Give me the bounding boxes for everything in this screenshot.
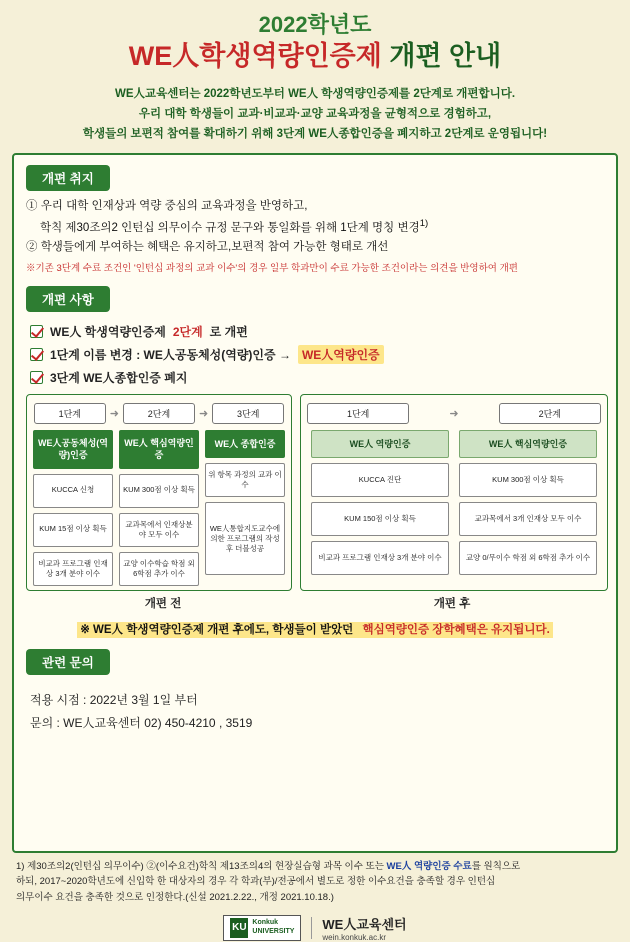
comparison-diagram <box>26 394 604 591</box>
diagram-before <box>26 394 292 591</box>
before-stage-2: 2단계 <box>123 403 195 424</box>
footnote-line-3: 의무이수 요건을 충족한 것으로 인정한다.(신설 2021.2.22., 개정 2021.10.18.) <box>16 891 334 903</box>
arrow-right-icon: ➜ <box>199 408 209 421</box>
contact-line-1: 적용 시점 : 2022년 3월 1일 부터 <box>30 693 198 708</box>
before-stage-1: 1단계 <box>34 403 106 424</box>
change-item-2-pre: 1단계 이름 변경 : WE人공동체성(역량)인증 → <box>50 348 291 363</box>
after-col1-head: WE人 역량인증 <box>311 430 449 458</box>
purpose-item1-line1: ① 우리 대학 인재상과 역량 중심의 교육과정을 반영하고, <box>26 199 308 212</box>
ku-logo-line1: Konkuk <box>252 919 279 927</box>
after-col2-cell-3: 교양 0/무이수 학점 외 6학점 추가 이수 <box>459 541 597 575</box>
header-sub-line3: 학생들의 보편적 참여를 확대하기 위해 3단계 WE人종합인증을 폐지하고 2단계로 운영됩니다! <box>82 128 548 141</box>
purpose-item1-line2 <box>26 216 604 238</box>
change-item-1-pre: WE人 학생역량인증제 <box>50 325 166 340</box>
before-stage-3: 3단계 <box>212 403 284 424</box>
contact-body <box>26 689 604 733</box>
before-col2-cell-1: KUM 300점 이상 획득 <box>119 474 199 508</box>
banner-pre: ※ WE人 학생역량인증제 개편 후에도, 학생들이 받았던 <box>77 622 359 638</box>
caption-before: 개편 전 <box>144 598 182 611</box>
footnote-line-1 <box>16 859 614 875</box>
purpose-item1-line2-text: 학칙 제30조의2 인턴십 의무이수 규정 문구와 통일화를 위해 1단계 명칭 변경 <box>40 221 420 234</box>
before-col3-cell-1: 위 항목 과정의 교과 이수 <box>205 463 285 497</box>
after-column-1 <box>311 430 449 575</box>
change-item-1-highlight: 2단계 <box>172 325 203 340</box>
before-col2-head: WE人 핵심역량인증 <box>119 430 199 468</box>
purpose-body <box>26 197 604 277</box>
change-item-2-highlight: WE人역량인증 <box>298 345 384 364</box>
change-item-3-pre: 3단계 WE人종합인증 폐지 <box>50 371 188 386</box>
header-title-main: WE人학생역량인증제 <box>128 41 382 72</box>
section-label-changes: 개편 사항 <box>26 286 110 312</box>
ku-logo-line2: UNIVERSITY <box>252 927 295 935</box>
section-label-purpose: 개편 취지 <box>26 165 110 191</box>
after-column-2 <box>459 430 597 575</box>
footnote <box>16 859 614 906</box>
footnote-line-1-highlight: WE人 역량인증 수료 <box>386 860 472 872</box>
header-year: 2022학년도 <box>258 12 372 37</box>
ku-logo-text <box>252 919 294 935</box>
before-col1-cell-3: 비교과 프로그램 인재상 3개 분야 이수 <box>33 552 113 586</box>
header-sub-line2: 우리 대학 학생들이 교과·비교과·교양 교육과정을 균형적으로 경험하고, <box>138 108 492 121</box>
change-item-2 <box>30 345 604 364</box>
before-column-3 <box>205 430 285 586</box>
after-stage-2: 2단계 <box>499 403 601 424</box>
before-column-1 <box>33 430 113 586</box>
after-col1-cell-3: 비교과 프로그램 인재상 3개 분야 이수 <box>311 541 449 575</box>
after-stage-headers <box>307 403 601 424</box>
ku-shield-icon: KU <box>230 918 248 938</box>
footer-logos <box>0 914 630 942</box>
scholarship-banner <box>26 621 604 639</box>
contact-line-2: 문의 : WE人교육센터 02) 450-4210 , 3519 <box>30 715 253 730</box>
center-logo <box>322 914 406 942</box>
checkmark-icon <box>30 348 43 361</box>
purpose-footnote-ref: 1) <box>419 218 429 230</box>
center-name: WE人교육센터 <box>322 916 407 932</box>
checkmark-icon <box>30 325 43 338</box>
change-item-3 <box>30 369 604 386</box>
before-columns <box>33 430 285 586</box>
change-item-1 <box>30 323 604 340</box>
arrow-right-icon: ➜ <box>449 408 459 421</box>
before-col2-cell-3: 교양 이수학습 학점 외 6학점 추가 이수 <box>119 552 199 586</box>
before-col1-cell-1: KUCCA 신청 <box>33 474 113 508</box>
footnote-line-2: 하되, 2017~2020학년도에 신입학 한 대상자의 경우 각 학과(부)/전공에서 별도로 정한 이수요건을 충족할 경우 인턴십 <box>16 876 496 888</box>
after-col2-head: WE人 핵심역량인증 <box>459 430 597 458</box>
before-col1-head: WE人공동체성(역량)인증 <box>33 430 113 468</box>
footnote-line-1a: 1) 제30조의2(인턴십 의무이수) ②(이수요건)학칙 제13조의4의 현장실습형 과목 이수 또는 <box>16 860 387 872</box>
divider <box>311 917 312 939</box>
header-subtitle <box>0 84 630 144</box>
checkmark-icon <box>30 371 43 384</box>
header-sub-line1: WE人교육센터는 2022학년도부터 WE人 학생역량인증제를 2단계로 개편합니다. <box>114 88 516 101</box>
before-col3-cell-2: WE人통합지도교수에 의한 프로그램의 작성 후 더블성공 <box>205 502 285 575</box>
center-url: wein.konkuk.ac.kr <box>322 932 386 942</box>
ku-university-logo <box>223 915 301 941</box>
section-label-contact: 관련 문의 <box>26 649 110 675</box>
before-stage-headers <box>33 403 285 424</box>
before-column-2 <box>119 430 199 586</box>
header-title <box>0 40 630 74</box>
purpose-note: ※기존 3단계 수료 조건인 '인턴십 과정의 교과 이수'의 경우 일부 학과만이 수료 가능한 조건이라는 의견을 반영하여 개편 <box>26 262 518 274</box>
purpose-item2: ② 학생들에게 부여하는 혜택은 유지하고,보편적 참여 가능한 형태로 개선 <box>26 241 389 254</box>
main-content-box <box>12 153 618 853</box>
before-col1-cell-2: KUM 15점 이상 획득 <box>33 513 113 547</box>
after-stage-1: 1단계 <box>307 403 409 424</box>
after-col1-cell-2: KUM 150점 이상 획득 <box>311 502 449 536</box>
after-col2-cell-1: KUM 300점 이상 획득 <box>459 463 597 497</box>
diagram-captions <box>26 595 604 611</box>
arrow-right-icon: ➜ <box>109 408 119 421</box>
poster-header <box>0 0 630 145</box>
change-item-1-post: 로 개편 <box>209 325 248 340</box>
after-col1-cell-1: KUCCA 진단 <box>311 463 449 497</box>
before-col2-cell-2: 교과목에서 인재상분야 모두 이수 <box>119 513 199 547</box>
after-col2-cell-2: 교과목에서 3개 인재상 모두 이수 <box>459 502 597 536</box>
caption-after: 개편 후 <box>433 598 471 611</box>
diagram-after <box>300 394 608 591</box>
after-columns <box>307 430 601 575</box>
header-title-tail: 개편 안내 <box>389 41 502 72</box>
before-col3-head: WE人 종합인증 <box>205 430 285 458</box>
footnote-line-1b: 를 원칙으로 <box>471 860 521 872</box>
banner-highlight: 핵심역량인증 장학혜택은 유지됩니다. <box>359 622 552 638</box>
